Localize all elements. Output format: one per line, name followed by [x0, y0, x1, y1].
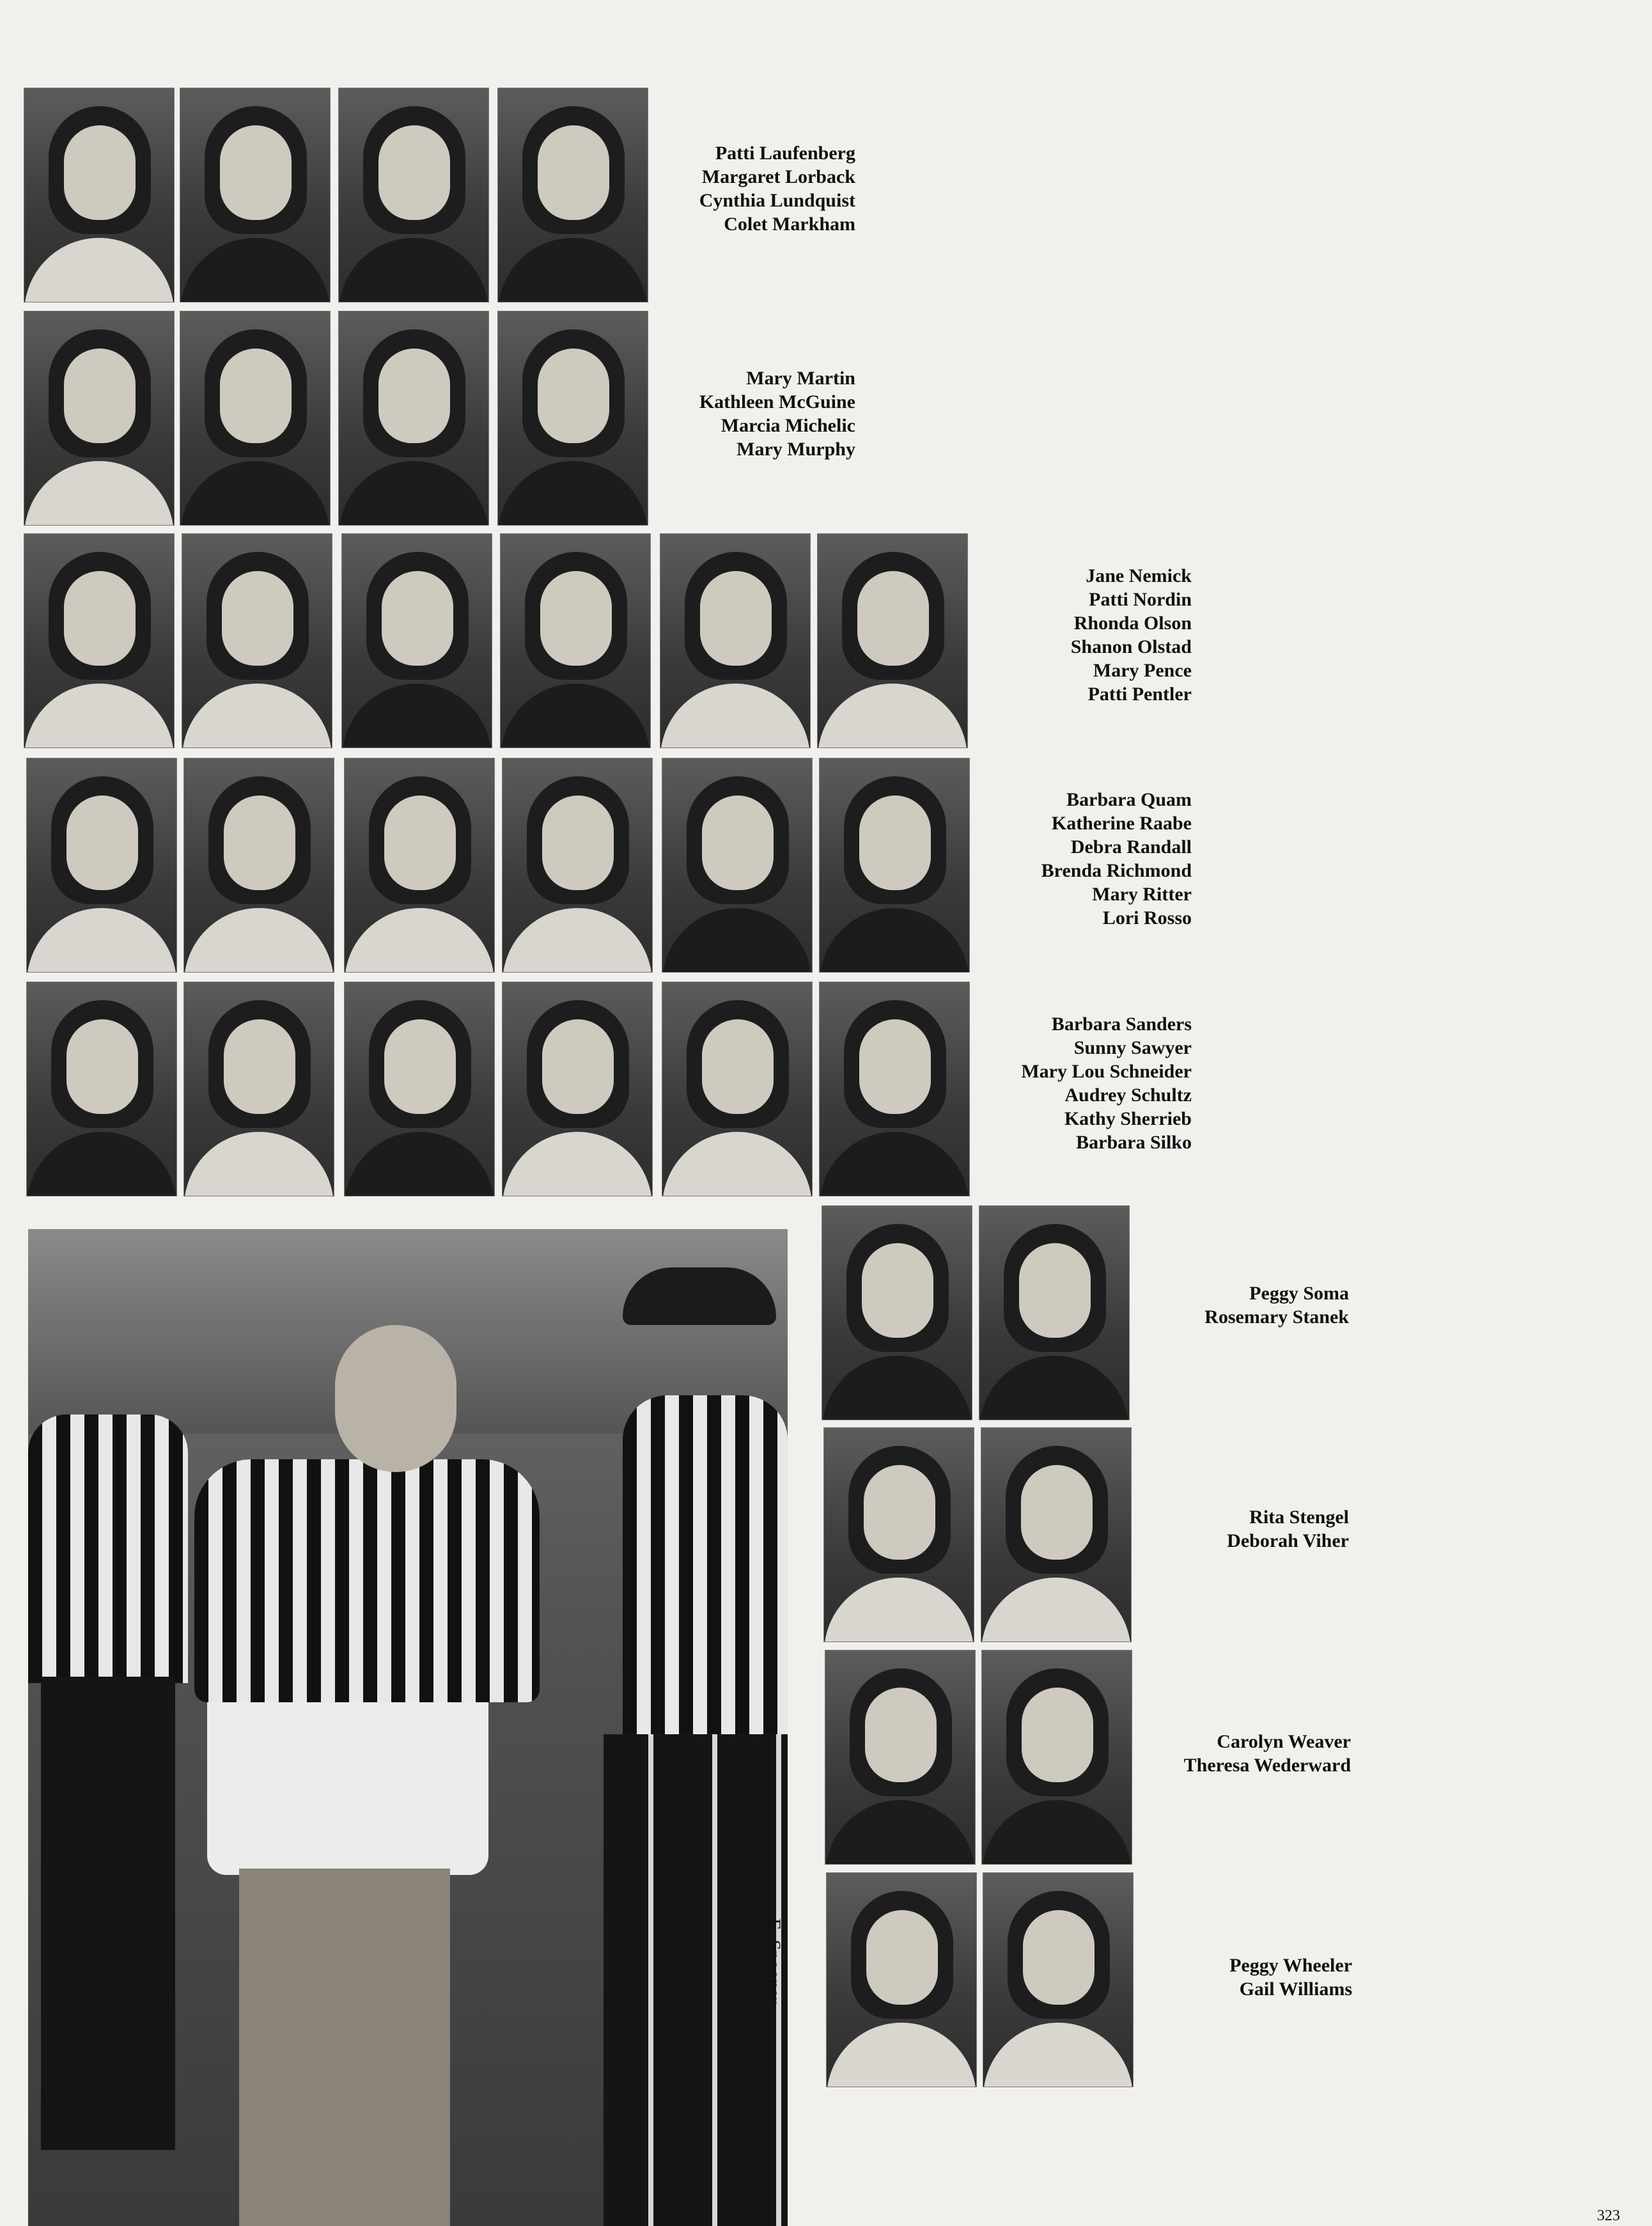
name-list-row-5 — [1021, 1012, 1192, 1154]
portrait-mary-ritter — [662, 758, 813, 973]
name-list-pair-3 — [1184, 1730, 1351, 1777]
portrait-margaret-lorback — [180, 88, 331, 302]
portrait-carolyn-weaver — [825, 1650, 976, 1865]
candid-figure-left — [28, 1415, 188, 1683]
student-name: Rosemary Stanek — [1204, 1306, 1349, 1328]
portrait-patti-nordin — [182, 533, 332, 748]
student-name: Mary Ritter — [1092, 884, 1192, 905]
candid-figure-left-legs — [41, 1677, 175, 2150]
portrait-mary-murphy — [497, 311, 648, 526]
candid-skirt — [207, 1702, 488, 1875]
student-name: Jane Nemick — [1086, 565, 1192, 586]
student-name: Patti Pentler — [1087, 684, 1192, 705]
name-list-row-3 — [1071, 564, 1192, 706]
portrait-rita-stengel — [823, 1427, 974, 1642]
portrait-debra-randall — [344, 758, 495, 973]
candid-figure-right — [623, 1395, 788, 1741]
portrait-kathy-sherrieb — [662, 982, 813, 1196]
portrait-peggy-soma — [822, 1205, 972, 1420]
name-list-pair-2 — [1227, 1505, 1349, 1553]
student-name: Mary Martin — [746, 368, 855, 389]
candid-legs — [239, 1869, 450, 2226]
student-name: Margaret Lorback — [701, 166, 855, 187]
name-list-pair-4 — [1229, 1954, 1352, 2001]
student-name: Colet Markham — [724, 214, 855, 235]
student-name: Deborah Viher — [1227, 1530, 1349, 1551]
student-name: Theresa Wederward — [1183, 1755, 1351, 1776]
student-name: Rita Stengel — [1249, 1507, 1349, 1528]
student-name: Mary Lou Schneider — [1021, 1061, 1192, 1082]
portrait-deborah-viher — [981, 1427, 1132, 1642]
portrait-colet-markham — [497, 88, 648, 302]
page-number: 323 — [1597, 2207, 1620, 2224]
name-list-row-2 — [699, 366, 855, 461]
student-name: Brenda Richmond — [1041, 860, 1192, 881]
student-name: Mary Murphy — [736, 439, 855, 460]
student-name: Barbara Quam — [1066, 789, 1192, 810]
candid-figure-right-pants — [604, 1734, 788, 2226]
portrait-katherine-raabe — [183, 758, 334, 973]
student-name: Debra Randall — [1070, 836, 1192, 858]
student-name: Lori Rosso — [1102, 907, 1192, 929]
portrait-rosemary-stanek — [979, 1205, 1130, 1420]
student-name: Rhonda Olson — [1073, 613, 1192, 634]
student-name: Barbara Sanders — [1051, 1014, 1192, 1035]
student-name: Cynthia Lundquist — [699, 190, 855, 211]
portrait-marcia-michelic — [338, 311, 489, 526]
student-name: Gail Williams — [1239, 1979, 1352, 2000]
portrait-barbara-quam — [26, 758, 177, 973]
name-list-pair-1 — [1204, 1282, 1349, 1329]
photo-credit: E. Spooner — [763, 1918, 784, 2004]
student-name: Patti Laufenberg — [715, 143, 855, 164]
portrait-patti-pentler — [817, 533, 968, 748]
candid-photo-cheerleaders — [28, 1229, 788, 2226]
student-name: Marcia Michelic — [721, 415, 855, 436]
portrait-jane-nemick — [24, 533, 175, 748]
student-name: Shanon Olstad — [1070, 636, 1192, 657]
portrait-rhonda-olson — [341, 533, 492, 748]
portrait-patti-laufenberg — [24, 88, 175, 302]
candid-figure-head — [335, 1325, 456, 1472]
student-name: Mary Pence — [1093, 660, 1192, 681]
portrait-mary-pence — [660, 533, 811, 748]
portrait-peggy-wheeler — [826, 1872, 977, 2087]
portrait-sunny-sawyer — [183, 982, 334, 1196]
candid-cowboy-hat — [623, 1267, 776, 1325]
student-name: Carolyn Weaver — [1217, 1731, 1351, 1752]
portrait-theresa-wederward — [981, 1650, 1132, 1865]
portrait-cynthia-lundquist — [338, 88, 489, 302]
portrait-lori-rosso — [819, 758, 970, 973]
student-name: Kathleen McGuine — [699, 391, 855, 412]
portrait-brenda-richmond — [502, 758, 653, 973]
student-name: Kathy Sherrieb — [1064, 1108, 1192, 1129]
student-name: Peggy Wheeler — [1229, 1955, 1352, 1976]
portrait-shanon-olstad — [500, 533, 651, 748]
student-name: Patti Nordin — [1089, 589, 1192, 610]
portrait-mary-martin — [24, 311, 175, 526]
portrait-gail-williams — [983, 1872, 1134, 2087]
portrait-barbara-sanders — [26, 982, 177, 1196]
portrait-barbara-silko — [819, 982, 970, 1196]
portrait-audrey-schultz — [502, 982, 653, 1196]
portrait-mary-lou-schneider — [344, 982, 495, 1196]
candid-figure-center — [194, 1459, 540, 1702]
student-name: Audrey Schultz — [1064, 1085, 1192, 1106]
student-name: Katherine Raabe — [1051, 813, 1192, 834]
name-list-row-4 — [1041, 788, 1192, 930]
student-name: Barbara Silko — [1076, 1132, 1192, 1153]
student-name: Sunny Sawyer — [1073, 1037, 1192, 1058]
name-list-row-1 — [699, 141, 855, 236]
portrait-kathleen-mcguine — [180, 311, 331, 526]
student-name: Peggy Soma — [1249, 1283, 1349, 1304]
